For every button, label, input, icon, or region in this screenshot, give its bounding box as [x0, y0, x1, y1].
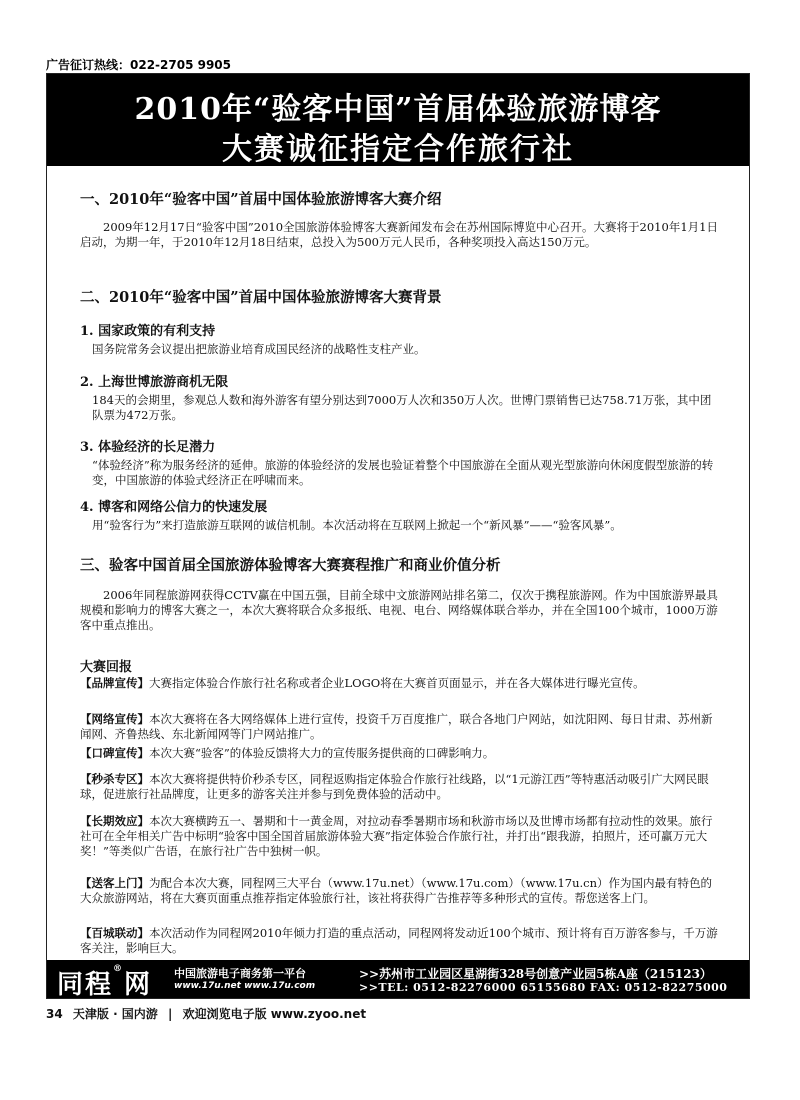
return-tag: 【送客上门】: [80, 876, 149, 890]
title-banner: [47, 74, 749, 166]
footer-banner: [47, 960, 749, 998]
logo-net-text: 网: [124, 970, 153, 1000]
return-item: [80, 676, 720, 691]
footer-separator: |: [168, 1007, 173, 1021]
bg-item-2-title: 2. 上海世博旅游商机无限: [80, 375, 229, 390]
bg-item-4-body: 用“验客行为”来打造旅游互联网的诚信机制。本次活动将在互联网上掀起一个“新风暴”——“验客风暴”。: [92, 518, 622, 532]
bg-item-3-body: “体验经济”称为服务经济的延伸。旅游的体验经济的发展也验证着整个中国旅游在全面从观光型旅游向休闲度假型旅游的转变，中国旅游的体验式经济正在呼啸而来。: [92, 458, 714, 487]
promo-link[interactable]: 欢迎浏览电子版 www.zyoo.net: [182, 1007, 367, 1021]
return-text: 本次大赛将提供特价秒杀专区，同程返购指定体验合作旅行社线路，以“1元游江西”等特惠活动吸引广大网民眼球，促进旅行社品牌度，让更多的游客关注并参与到免费体验的活动中。: [80, 772, 709, 801]
bg-item-1-body: 国务院常务会议提出把旅游业培育成国民经济的战略性支柱产业。: [92, 342, 426, 356]
registered-mark: ®: [113, 964, 125, 974]
return-tag: 【品牌宣传】: [80, 676, 149, 690]
page-frame: [46, 73, 750, 999]
return-tag: 【网络宣传】: [80, 712, 149, 726]
return-item: [80, 876, 720, 906]
title-line-2: 大赛诚征指定合作旅行社: [222, 132, 574, 167]
edition-label: 天津版 · 国内游: [72, 1007, 158, 1021]
return-tag: 【百城联动】: [80, 926, 149, 940]
bg-item-4-title: 4. 博客和网络公信力的快速发展: [80, 500, 268, 515]
return-tag: 【长期效应】: [80, 814, 149, 828]
return-text: 本次活动作为同程网2010年倾力打造的重点活动，同程网将发动近100个城市、预计将有百万游客参与，千万游客关注，影响巨大。: [80, 926, 718, 955]
return-item: [80, 746, 720, 761]
section-1-heading: 一、2010年“验客中国”首届中国体验旅游博客大赛介绍: [80, 191, 442, 208]
logo-text: 同程: [57, 970, 114, 1000]
title-line-1: 2010年“验客中国”首届体验旅游博客: [134, 92, 662, 127]
footer-slogan: 中国旅游电子商务第一平台: [174, 967, 306, 980]
return-item: [80, 712, 720, 742]
return-text: 为配合本次大赛，同程网三大平台（www.17u.net）（www.17u.com）（www.17u.cn）作为国内最有特色的大众旅游网站，将在大赛页面重点推荐指定体验旅行社，该社将获得广告推荐等多种形式的宣传。帮您送客上门。: [80, 876, 712, 905]
return-text: 本次大赛“验客”的体验反馈将大力的宣传服务提供商的口碑影响力。: [149, 746, 495, 760]
return-text: 大赛指定体验合作旅行社名称或者企业LOGO将在大赛首页面显示，并在各大媒体进行曝光宣传。: [149, 676, 645, 690]
return-tag: 【口碑宣传】: [80, 746, 149, 760]
return-text: 本次大赛横跨五一、暑期和十一黄金周，对拉动春季暑期市场和秋游市场以及世博市场都有拉动性的效果。旅行社可在全年相关广告中标明“验客中国全国首届旅游体验大赛”指定体验合作旅行社，并打出“跟我游，拍照片，还可赢万元大奖！”等类似广告语，在旅行社广告中独树一帜。: [80, 814, 713, 858]
section-3-body: 2006年同程旅游网获得CCTV赢在中国五强，目前全球中文旅游网站排名第二，仅次于携程旅游网。作为中国旅游界最具规模和影响力的博客大赛之一，本次大赛将联合众多报纸、电视、电台、网络媒体联合举办，并在全国100个城市，1000万游客中重点推出。: [80, 588, 718, 632]
section-3-heading: 三、验客中国首届全国旅游体验博客大赛赛程推广和商业价值分析: [80, 557, 501, 574]
return-item: [80, 772, 720, 802]
page-number: 34: [46, 1007, 63, 1021]
ad-hotline: 广告征订热线：022-2705 9905: [46, 58, 232, 72]
return-text: 本次大赛将在各大网络媒体上进行宣传，投资千万百度推广，联合各地门户网站，如沈阳网、每日甘肃、苏州新闻网、齐鲁热线、东北新闻网等门户网站推广。: [80, 712, 713, 741]
bg-item-2-body: 184天的会期里，参观总人数和海外游客有望分别达到7000万人次和350万人次。世博门票销售已达758.71万张，其中团队票为472万张。: [92, 393, 712, 422]
footer-tel-fax: >>TEL: 0512-82276000 65155680 FAX: 0512-82275000: [359, 981, 728, 994]
return-item: [80, 926, 720, 956]
section-2-heading: 二、2010年“验客中国”首届中国体验旅游博客大赛背景: [80, 289, 442, 306]
page-footer: [46, 1005, 366, 1022]
tongcheng-logo: [57, 964, 152, 1001]
return-item: [80, 814, 720, 859]
section-1-body: 2009年12月17日“验客中国”2010全国旅游体验博客大赛新闻发布会在苏州国际博览中心召开。大赛将于2010年1月1日启动，为期一年，于2010年12月18日结束，总投入为500万元人民币，各种奖项投入高达150万元。: [80, 220, 718, 249]
footer-address: >>苏州市工业园区星湖街328号创意产业园5栋A座（215123）: [359, 967, 712, 981]
returns-title: 大赛回报: [80, 660, 133, 675]
footer-urls[interactable]: www.17u.net www.17u.com: [174, 981, 316, 991]
bg-item-1-title: 1. 国家政策的有利支持: [80, 324, 216, 339]
return-tag: 【秒杀专区】: [80, 772, 149, 786]
bg-item-3-title: 3. 体验经济的长足潜力: [80, 440, 216, 455]
